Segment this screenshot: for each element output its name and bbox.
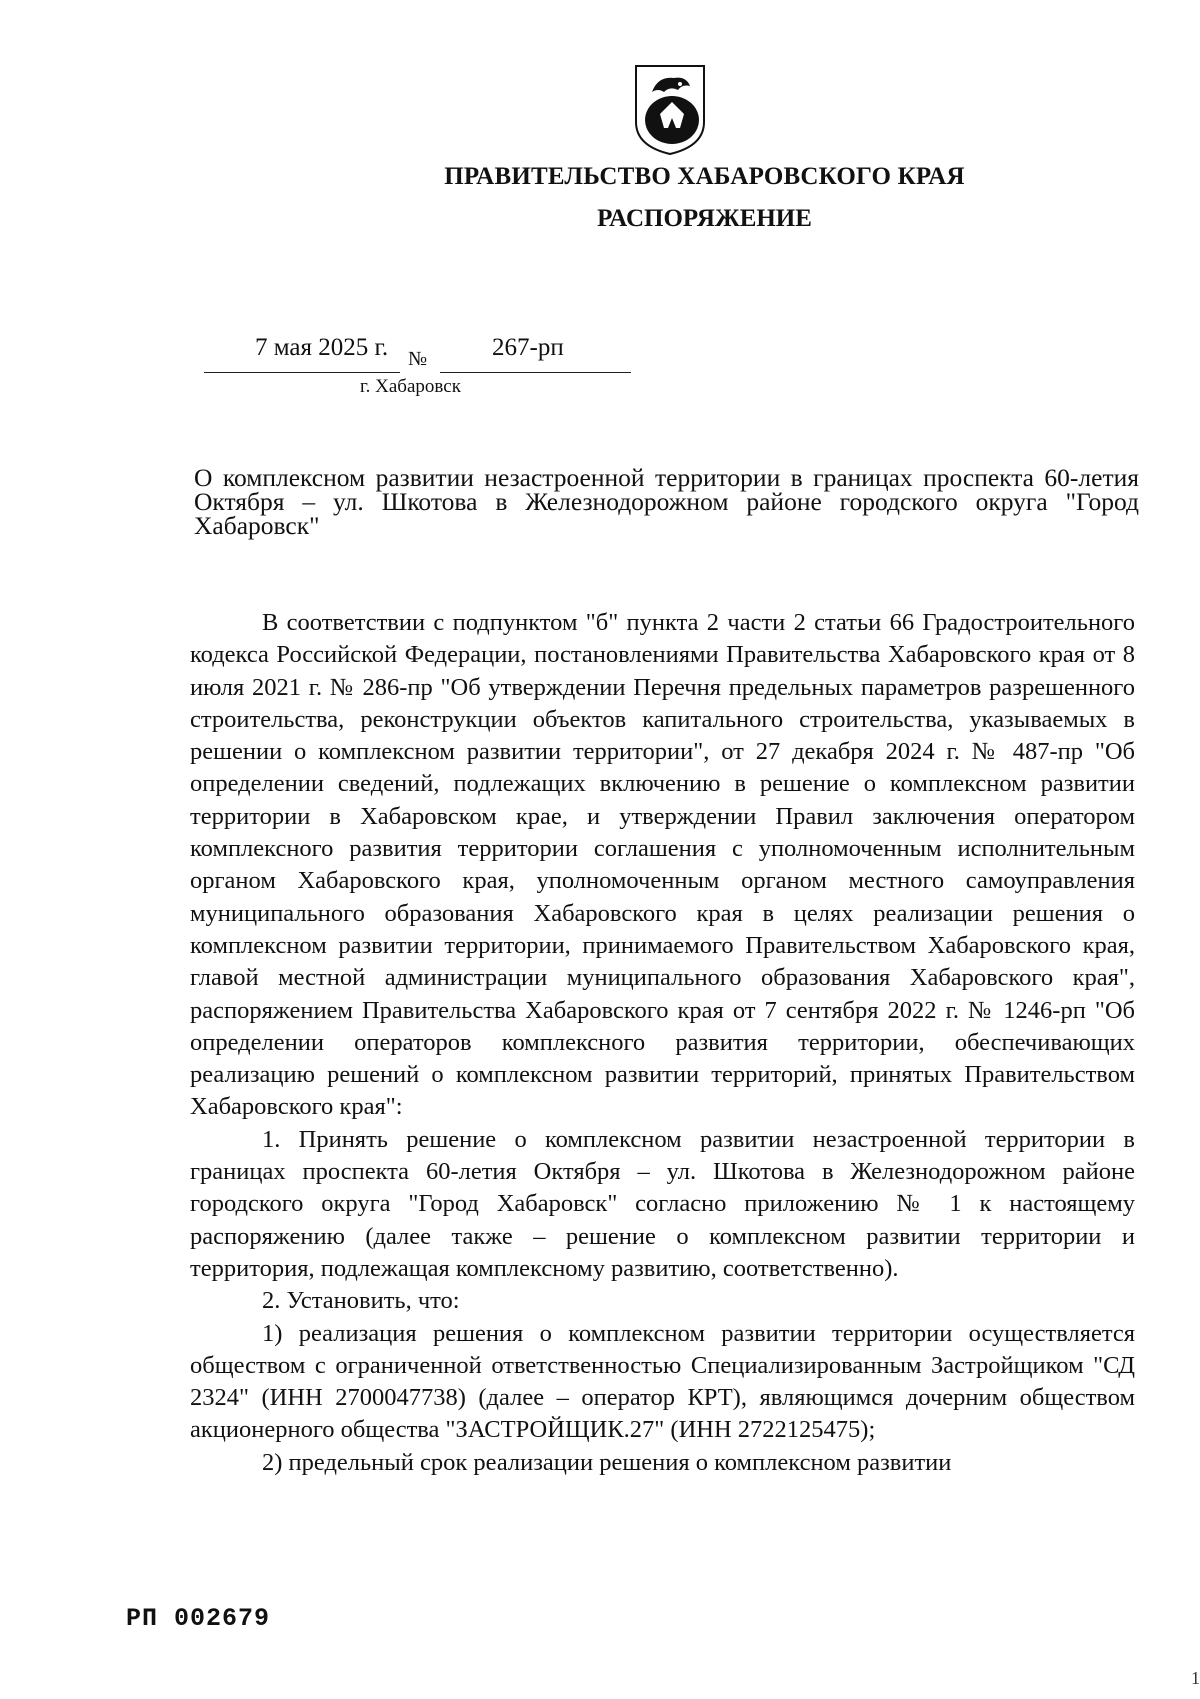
edge-mark: 1 [1191, 1668, 1200, 1688]
document-number: 267-рп [492, 334, 564, 361]
document-date: 7 мая 2025 г. [255, 334, 389, 361]
document-city: г. Хабаровск [360, 376, 461, 397]
number-underline [440, 372, 631, 373]
date-underline [204, 372, 400, 373]
form-code: РП 002679 [126, 1604, 271, 1633]
coat-of-arms-icon [630, 62, 710, 156]
document-type: РАСПОРЯЖЕНИЕ [597, 205, 812, 232]
preamble-paragraph: В соответствии с подпунктом "б" пункта 2 части 2 статьи 66 Градостроительного кодекса Российской Федерации, постановлениями Правительства Хабаровского края от 8 июля 2021 г. № 286-пр "Об утверждении Перечня предельных параметров разрешенного строительства, реконструкции объектов капитального строительства, указываемых в решении о комплексном развитии территории", от 27 декабря 2024 г. № 487-пр "Об определении сведений, подлежащих включению в решение о комплексном развитии территории в Хабаровском крае, и утверждении Правил заключения оператором комплексного развития территории соглашения с уполномоченным исполнительным органом Хабаровского края, уполномоченным органом местного самоуправления муниципального образования Хабаровского края в целях реализации решения о комплексном развитии территории, принимаемого Правительством Хабаровского края, главой местной администрации муниципального образования Хабаровского края", распоряжением Правительства Хабаровского края от 7 сентября 2022 г. № 1246-рп "Об определении операторов комплексного развития территории, обеспечивающих реализацию решений о комплексном развитии территорий, принятых Правительством Хабаровского края": [190, 609, 1135, 1121]
clause-2-item-2: 2) предельный срок реализации решения о комплексном развитии [262, 1448, 952, 1476]
document-subject: О комплексном развитии незастроенной территории в границах проспекта 60-летия Октября – ул. Шкотова в Железнодорожном районе городского округа "Город Хабаровск" [194, 463, 1139, 540]
number-sign: № [408, 348, 428, 370]
organization-title: ПРАВИТЕЛЬСТВО ХАБАРОВСКОГО КРАЯ [444, 163, 965, 190]
clause-2: 2. Установить, что: [262, 1287, 460, 1315]
clause-1: 1. Принять решение о комплексном развитии незастроенной территории в границах проспекта 60-летия Октября – ул. Шкотова в Железнодорожном районе городского округа "Город Хабаровск" согласно приложению № 1 к настоящему распоряжению (далее также – решение о комплексном развитии территории и территория, подлежащая комплексному развитию, соответственно). [190, 1125, 1135, 1282]
document-body [190, 607, 1135, 1479]
clause-2-item-1: 1) реализация решения о комплексном развитии территории осуществляется обществом с ограниченной ответственностью Специализированным Застройщиком "СД 2324" (ИНН 2700047738) (далее – оператор КРТ), являющимся дочерним обществом акционерного общества "ЗАСТРОЙЩИК.27" (ИНН 2722125475); [190, 1319, 1135, 1444]
